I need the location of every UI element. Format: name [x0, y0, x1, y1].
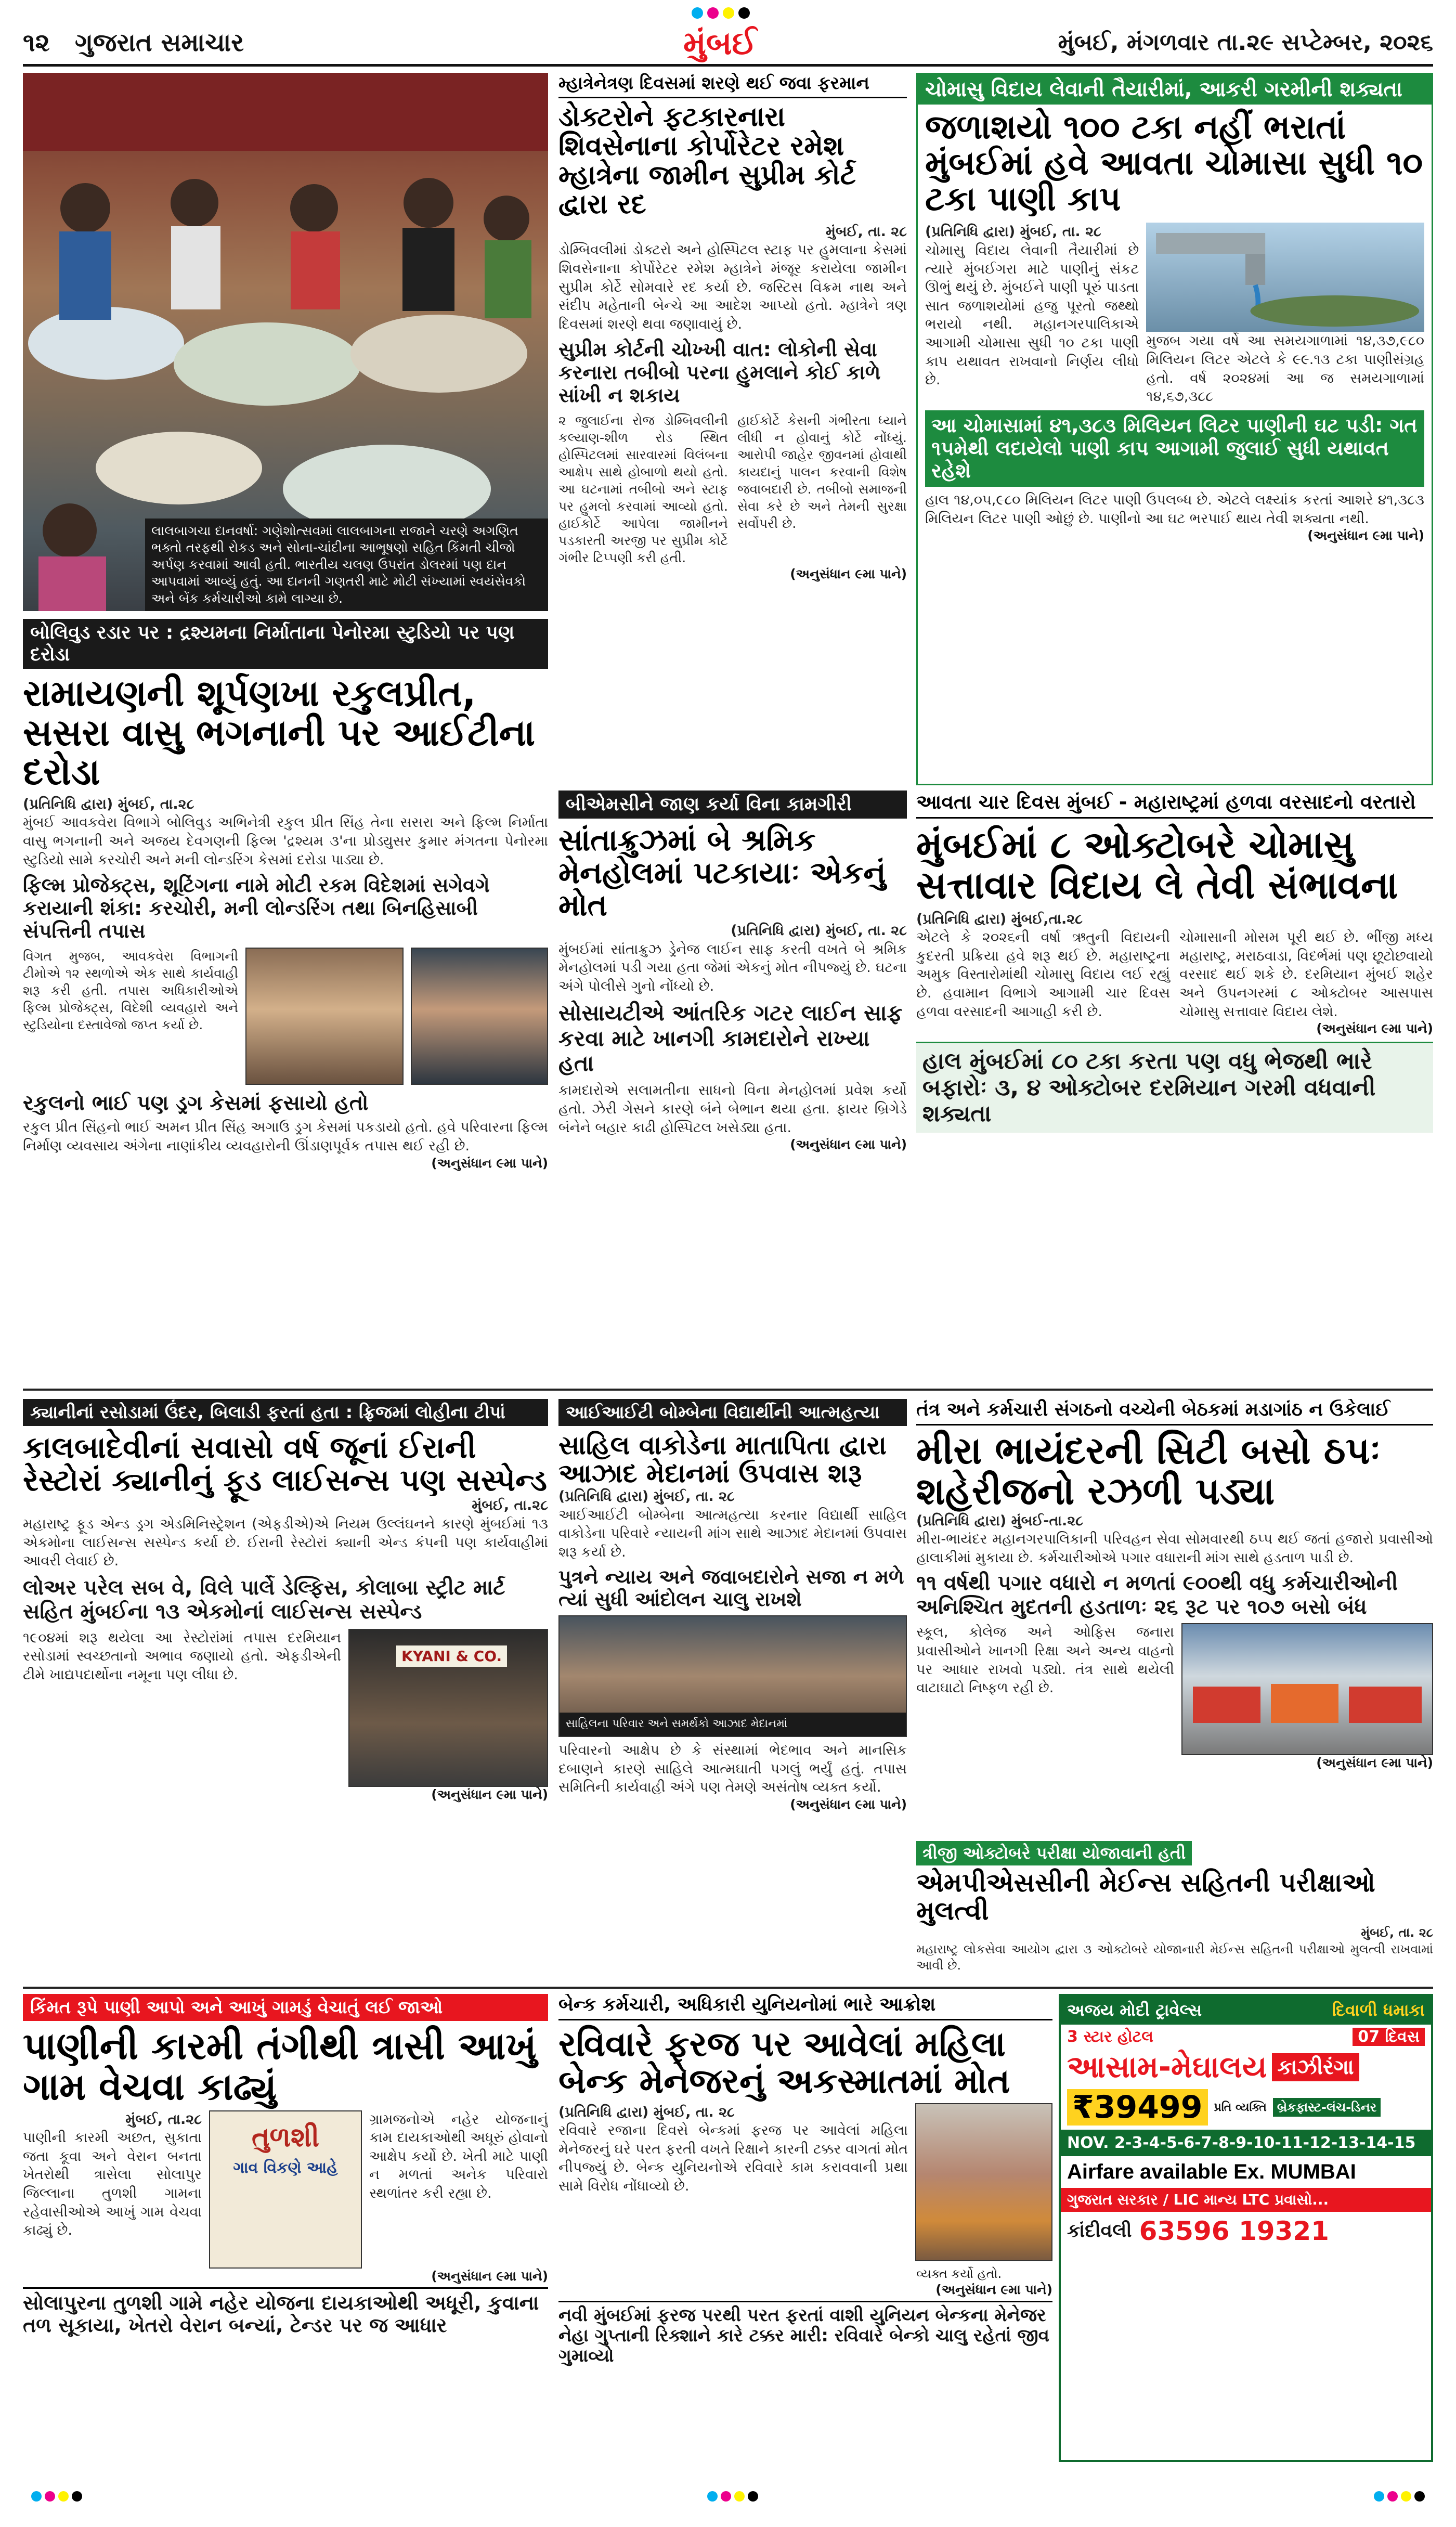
mpsc-dateline: મુંબઈ, તા. ૨૮	[1361, 1925, 1433, 1940]
it-raid-paragraph-1: મુંબઈ આવકવેરા વિભાગે બોલિવુડ અભિનેત્રી રકુલ પ્રીત સિંહ તેના સસરા અને ફિલ્મ નિર્માતા વાસુ ભગનાની અને અજય દેવગણની ફિલ્મ 'દ્રશ્યમ ૩'ના પ્રોડ્યુસર કુમાર મંગતના પેનોરમા સ્ટુડિયો સામે કરચોરી અને મની લોન્ડરિંગ કેસમાં દરોડા પાડ્યા છે.	[23, 814, 548, 868]
water-subhead: આ ચોમાસામાં ૪૧,૩૮૩ મિલિયન લિટર પાણીની ઘટ પડી: ગત ૧૫મેથી લદાયેલો પાણી કાપ આગામી જુલાઈ સુધી યથાવત રહેશે	[925, 410, 1424, 487]
bus-continued: (અનુસંધાન ૯મા પાને)	[1316, 1755, 1433, 1771]
kyani-kicker: ક્યાનીનાં રસોડામાં ઉંદર, બિલાડી ફરતાં હતા : ફ્રિજમાં લોહીના ટીપાં	[23, 1399, 548, 1426]
iit-paragraph-2: પરિવારનો આક્ષેપ છે કે સંસ્થામાં ભેદભાવ અને માનસિક દબાણને કારણે સાહિલે આત્મઘાતી પગલું ભર્યું હતું. તપાસ સમિતિની કાર્યવાહી અંગે પણ તેમણે અસંતોષ વ્યક્ત કર્યો.	[558, 1742, 907, 1796]
monsoon-continued: (અનુસંધાન ૯મા પાને)	[1316, 1021, 1433, 1036]
water-paragraph-2: મુજબ ગયા વર્ષે આ સમયગાળામાં ૧૪,૩૭,૯૮૦ મિલિયન લિટર એટલે કે ૯૯.૧૩ ટકા પાણીસંગ્રહ હતો. વર્ષ ૨૦૨૪માં આ જ સમયગાળામાં ૧૪,૬૭,૩૮૮	[1146, 333, 1424, 405]
mhatre-paragraph-2: ૨ જુલાઈના રોજ ડોમ્બિવલીની કલ્યાણ-શીળ રોડ સ્થિત હોસ્પિટલમાં સારવારમાં વિલંબના આક્ષેપ સાથે હોબાળો થયો હતો. આ ઘટનામાં તબીબો અને સ્ટાફ પર હુમલો કરવામાં આવ્યો હતો. હાઈકોર્ટે આપેલા જામીનને પડકારતી અરજી પર સુપ્રીમ કોર્ટે ગંભીર ટિપ્પણી કરી હતી.	[558, 413, 728, 566]
bus-depot-photo	[1181, 1623, 1433, 1755]
mhatre-dateline: મુંબઈ, તા. ૨૮	[825, 223, 907, 240]
bank-headline: રવિવારે ફરજ પર આવેલાં મહિલા બેન્ક મેનેજરનું અકસ્માતમાં મોત	[558, 2024, 1010, 2102]
village-continued: (અનુસંધાન ૯મા પાને)	[431, 2268, 548, 2284]
iit-dateline: (પ્રતિનિધિ દ્વારા) મુંબઈ, તા. ૨૮	[558, 1488, 735, 1505]
iit-subhead: પુત્રને ન્યાય અને જવાબદારોને સજા ન મળે ત્યાં સુધી આંદોલન ચાલુ રાખશે	[558, 1565, 904, 1611]
divider-mid	[23, 1389, 1433, 1391]
bank-continued: (અનુસંધાન ૯મા પાને)	[935, 2282, 1052, 2297]
water-tap-illustration	[1146, 223, 1424, 332]
bus-paragraph-2: સ્કૂલ, કોલેજ અને ઓફિસ જનારા પ્રવાસીઓને ખાનગી રિક્ષા અને અન્ય વાહનો પર આધાર રાખવો પડ્યો. તંત્ર સાથે થયેલી વાટાઘાટો નિષ્ફળ રહી છે.	[916, 1624, 1174, 1696]
iit-headline: સાહિલ વાકોડેના માતાપિતા દ્વારા આઝાદ મેદાનમાં ઉપવાસ શરૂ	[558, 1430, 887, 1488]
kyani-story	[23, 1399, 548, 1981]
page-number: ૧૨	[23, 28, 50, 57]
mhatre-kicker: મ્હાત્રેનેત્રણ દિવસમાં શરણે થઈ જવા ફરમાન	[558, 73, 907, 98]
manhole-kicker: બીએમસીને જાણ કર્યા વિના કામગીરી	[558, 791, 907, 819]
kyani-subhead: લોઅર પરેલ સબ વે, વિલે પાર્લે ડેલ્ફિસ, કોલાબા સ્ટ્રીટ માર્ટ સહિત મુંબઈના ૧૩ એકમોનાં લાઈસન્સ સસ્પેન્ડ	[23, 1575, 505, 1624]
kyani-paragraph-2: ૧૯૦૪માં શરૂ થયેલા આ રેસ્ટોરાંમાં તપાસ દરમિયાન રસોડામાં સ્વચ્છતાનો અભાવ જણાયો હતો. એફડીએની ટીમે ખાદ્યપદાર્થોના નમૂના પણ લીધા છે.	[23, 1629, 341, 1683]
village-sale-story	[23, 1994, 548, 2462]
manhole-paragraph-1: મુંબઈમાં સાંતાક્રુઝ ડ્રેનેજ લાઈન સાફ કરતી વખતે બે શ્રમિક મેનહોલમાં પડી ગયા હતા જેમાં એકનું મોત નીપજ્યું છે. ઘટના અંગે પોલીસે ગુનો નોંધ્યો છે.	[558, 941, 907, 994]
water-kicker: ચોમાસુ વિદાય લેવાની તૈયારીમાં, આકરી ગરમીની શક્યતા	[918, 74, 1432, 105]
it-raid-paragraph-3: રકુલ પ્રીત સિંહનો ભાઈ અમન પ્રીત સિંહ અગાઉ ડ્રગ કેસમાં પકડાયો હતો. હવે પરિવારના ફિલ્મ નિર્માણ વ્યવસાય અંગેના નાણાંકીય વ્યવહારોની ઊંડાણપૂર્વક તપાસ થઈ રહી છે.	[23, 1119, 548, 1154]
mhatre-headline: ડોક્ટરોને ફટકારનારા શિવસેનાના કોર્પોરેટર રમેશ મ્હાત્રેના જામીન સુપ્રીમ કોર્ટ દ્વારા રદ	[558, 101, 856, 221]
ad-dates: NOV. 2-3-4-5-6-7-8-9-10-11-12-13-14-15	[1061, 2130, 1431, 2156]
ad-place: કાઝીરંગા	[1272, 2053, 1359, 2081]
village-banner-title: તુળશી	[251, 2121, 319, 2153]
village-banner-sub: ગાવ વિકણે આહે	[233, 2158, 338, 2177]
bhagnani-photo	[411, 948, 548, 1085]
travel-advertisement[interactable]	[1059, 1994, 1433, 2462]
bus-dateline: (પ્રતિનિધિ દ્વારા) મુંબઈ-તા.૨૮	[916, 1512, 1083, 1529]
manhole-continued: (અનુસંધાન ૯મા પાને)	[790, 1137, 907, 1152]
ad-destination: આસામ-મેઘાલય	[1067, 2049, 1267, 2084]
tap-icon	[1146, 223, 1424, 332]
monsoon-paragraph-1: એટલે કે ૨૦૨૬ની વર્ષા ઋતુની વિદાયની કુદરતી પ્રક્રિયા હવે શરૂ થઈ છે. મહારાષ્ટ્રના અમુક વિસ્તારોમાંથી ચોમાસુ વિદાય લઈ રહ્યું છે. હવામાન વિભાગે આગામી ચાર દિવસ હળવા વરસાદની આગાહી કરી છે.	[916, 929, 1170, 1020]
lalbaug-donation-photo	[23, 73, 548, 611]
ad-agency: અજય મોદી ટ્રાવેલ્સ	[1067, 2000, 1202, 2020]
ad-price: ₹39499	[1067, 2089, 1208, 2126]
bank-paragraph-1: રવિવારે રજાના દિવસે બેન્કમાં ફરજ પર આવેલાં મહિલા મેનેજરનું ઘરે પરત ફરતી વખતે રિક્ષાને કારની ટક્કર વાગતાં મોત નીપજ્યું છે. બેન્ક યુનિયનોએ રવિવારે કામ કરાવવાની પ્રથા સામે વિરોધ નોંધાવ્યો છે.	[558, 2122, 908, 2195]
ad-top-bar	[1061, 1996, 1431, 2025]
it-raid-headline: રામાયણની શૂર્પણખા રકુલપ્રીત, સસરા વાસુ ભગનાની પર આઈટીના દરોડા	[23, 672, 536, 794]
kyani-sign: KYANI & CO.	[396, 1645, 507, 1667]
water-paragraph-1: ચોમાસુ વિદાય લેવાની તૈયારીમાં છે ત્યારે મુંબઈગરા માટે પાણીનું સંકટ ઊભું થયું છે. મુંબઈને પાણી પૂરું પાડતા સાત જળાશયોમાં હજુ પૂરતો જથ્થો ભરાયો નથી. મહાનગરપાલિકાએ આગામી ચોમાસા સુધી ૧૦ ટકા પાણી કાપ યથાવત રાખવાનો નિર્ણય લીધો છે.	[925, 242, 1139, 388]
bank-dateline: (પ્રતિનિધિ દ્વારા) મુંબઈ, તા. ૨૮	[558, 2104, 735, 2120]
page-dateline: મુંબઈ, મંગળવાર તા.૨૯ સપ્ટેમ્બર, ૨૦૨૬	[1058, 29, 1433, 56]
manhole-subhead: સોસાયટીએ આંતરિક ગટર લાઈન સાફ કરવા માટે ખાનગી કામદારોને રાખ્યા હતા	[558, 1000, 903, 1076]
mhatre-story	[558, 73, 907, 785]
bus-subhead: ૧૧ વર્ષથી પગાર વધારો ન મળતાં ૯૦૦થી વધુ કર્મચારીઓની અનિશ્ચિત મુદતની હડતાળઃ ૨૬ રૂટ પર ૧૦૭ બસો બંધ	[916, 1571, 1398, 1619]
mpsc-kicker: ત્રીજી ઓક્ટોબરે પરીક્ષા યોજાવાની હતી	[916, 1841, 1192, 1865]
monsoon-subhead: હાલ મુંબઈમાં ૮૦ ટકા કરતા પણ વધુ ભેજથી ભારે બફારોઃ ૩, ૪ ઓક્ટોબર દરમિયાન ગરમી વધવાની શક્યતા	[916, 1042, 1433, 1133]
paper-name: ગુજરાત સમાચાર	[75, 28, 244, 57]
iit-story	[558, 1399, 907, 1981]
iit-paragraph-1: આઈઆઈટી બોમ્બેના આત્મહત્યા કરનાર વિદ્યાર્થી સાહિલ વાકોડેના પરિવારે ન્યાયની માંગ સાથે આઝાદ મેદાનમાં ઉપવાસ શરૂ કર્યા છે.	[558, 1507, 907, 1560]
monsoon-kicker: આવતા ચાર દિવસ મુંબઈ - મહારાષ્ટ્રમાં હળવા વરસાદનો વરતારો	[916, 791, 1433, 819]
bus-strike-story	[916, 1399, 1433, 1836]
bus-headline: મીરા ભાયંદરની સિટી બસો ઠપઃ શહેરીજનો રઝળી પડ્યા	[916, 1429, 1381, 1513]
water-cut-story	[916, 73, 1433, 785]
village-footer: સોલાપુરના તુળશી ગામે નહેર યોજના દાયકાઓથી અધૂરી, કુવાના તળ સૂકાયા, ખેતરો વેરાન બન્યાં, ટેન્ડર પર જ આધાર	[23, 2287, 548, 2337]
iit-caption: સાહિલના પરિવાર અને સમર્થકો આઝાદ મેદાનમાં	[560, 1713, 906, 1736]
it-raid-paragraph-2: વિગત મુજબ, આવકવેરા વિભાગની ટીમોએ ૧૨ સ્થળોએ એક સાથે કાર્યવાહી શરૂ કરી હતી. તપાસ અધિકારીઓએ ફિલ્મ પ્રોજેક્ટ્સ, વિદેશી વ્યવહારો અને સ્ટુડિયોના દસ્તાવેજો જપ્ત કર્યા છે.	[23, 949, 238, 1033]
bus-paragraph-1: મીરા-ભાયંદર મહાનગરપાલિકાની પરિવહન સેવા સોમવારથી ઠપ્પ થઈ જતાં હજારો પ્રવાસીઓ હાલાકીમાં મુકાયા છે. કર્મચારીઓએ પગાર વધારાની માંગ સાથે હડતાળ પાડી છે.	[916, 1531, 1433, 1566]
village-dateline: મુંબઈ, તા.૨૮	[125, 2111, 202, 2128]
mhatre-continued: (અનુસંધાન ૯મા પાને)	[790, 566, 907, 582]
it-raid-continued: (અનુસંધાન ૯મા પાને)	[431, 1155, 548, 1171]
ad-gov: ગુજરાત સરકાર / LIC માન્ય LTC પ્રવાસો...	[1061, 2188, 1431, 2212]
water-headline: જળાશયો ૧૦૦ ટકા નહીં ભરાતાં મુંબઈમાં હવે આવતા ચોમાસા સુધી ૧૦ ટકા પાણી કાપ	[925, 108, 1423, 219]
bank-kicker: બેન્ક કર્મચારી, અધિકારી યુનિયનોમાં ભારે આક્રોશ	[558, 1994, 1052, 2020]
it-raid-subhead: ફિલ્મ પ્રોજેક્ટ્સ, શૂટિંગના નામે મોટી રકમ વિદેશમાં સગેવગે કરાયાની શંકા: કરચોરી, મની લોન્ડરિંગ તથા બિનહિસાબી સંપત્તિની તપાસ	[23, 874, 490, 942]
ad-stars: 3 સ્ટાર હોટલ	[1067, 2028, 1153, 2046]
ad-days: 07 દિવસ	[1353, 2028, 1425, 2046]
mpsc-headline: એમપીએસસીની મેઈન્સ સહિતની પરીક્ષાઓ મુલત્વી	[916, 1868, 1375, 1926]
kyani-dateline: મુંબઈ, તા.૨૮	[472, 1497, 548, 1514]
village-paragraph-1: પાણીની કારમી અછત, સુકાતા જતા કૂવા અને વેરાન બનતા ખેતરોથી ત્રાસેલા સોલાપુર જિલ્લાના તુળશી ગામના રહેવાસીઓએ આખું ગામ વેચવા કાઢ્યું છે.	[23, 2130, 202, 2239]
registration-marks-top	[692, 7, 816, 21]
kyani-headline: કાલબાદેવીનાં સવાસો વર્ષ જૂનાં ઈરાની રેસ્ટોરાં ક્યાનીનું ફૂડ લાઈસન્સ પણ સસ્પેન્ડ	[23, 1430, 547, 1498]
water-continued: (અનુસંધાન ૯મા પાને)	[1307, 528, 1424, 543]
monsoon-dateline: (પ્રતિનિધિ દ્વારા) મુંબઈ,તા.૨૮	[916, 911, 1083, 927]
kyani-paragraph-1: મહારાષ્ટ્ર ફૂડ એન્ડ ડ્રગ એડમિનિસ્ટ્રેશન (એફડીએ)એ નિયમ ઉલ્લંઘનને કારણે મુંબઈમાં ૧૩ એકમોના લાઈસન્સ સસ્પેન્ડ કર્યા છે. ઈરાની રેસ્ટોરાં ક્યાની એન્ડ કંપની પણ કાર્યવાહીમાં આવરી લેવાઈ છે.	[23, 1515, 548, 1570]
village-headline: પાણીની કારમી તંગીથી ત્રાસી આખું ગામ વેચવા કાઢ્યું	[23, 2024, 537, 2108]
bank-manager-story	[558, 1994, 1052, 2462]
ad-city: કાંદીવલી	[1067, 2220, 1132, 2241]
monsoon-paragraph-2: ચોમાસાની મોસમ પૂરી થઈ છે. ભીંજી મધ્ય મહારાષ્ટ્ર, મરાઠવાડા, વિદર્ભમાં પણ છૂટોછવાયો વરસાદ થઈ શકે છે. દરમિયાન મુંબઈ શહેર અને ઉપનગરમાં ૮ ઓક્ટોબર આસપાસ ચોમાસુ સત્તાવાર વિદાય લેશે.	[1179, 929, 1433, 1020]
it-raid-subhead-2: રકુલનો ભાઈ પણ ડ્રગ કેસમાં ફસાયો હતો	[23, 1091, 369, 1116]
lalbaug-caption: લાલબાગચા દાનવર્ષા: ગણેશોત્સવમાં લાલબાગના રાજાને ચરણે અગણિત ભક્તો તરફથી રોકડ અને સોના-ચાંદીના આભૂષણો સહિત કિંમતી ચીજો અર્પણ કરવામાં આવી હતી. ભારતીય ચલણ ઉપરાંત ડોલરમાં પણ દાન આપવામાં આવ્યું હતું. આ દાનની ગણતરી માટે મોટી સંખ્યામાં સ્વયંસેવકો અને બેંક કર્મચારીઓ કામે લાગ્યા છે.	[145, 519, 548, 612]
bank-manager-photo	[915, 2103, 1052, 2281]
water-paragraph-3: હાલ ૧૪,૦૫,૯૮૦ મિલિયન લિટર પાણી ઉપલબ્ધ છે. એટલે લક્ષ્યાંક કરતાં આશરે ૪૧,૩૮૩ મિલિયન લિટર પાણી ઓછું છે. પાણીનો આ ઘટ ભરપાઈ થાય તેવી શક્યતા નથી.	[925, 491, 1424, 527]
mhatre-paragraph-3: હાઈકોર્ટે કેસની ગંભીરતા ધ્યાને લીધી ન હોવાનું કોર્ટે નોંધ્યું. આરોપી જાહેર જીવનમાં હોવાથી કાયદાનું પાલન કરવાની વિશેષ જવાબદારી છે. તબીબો સમાજની સેવા કરે છે અને તેમની સુરક્ષા સર્વોપરી છે.	[737, 413, 907, 532]
it-raid-story	[23, 619, 548, 1383]
manhole-story	[558, 791, 907, 1383]
mhatre-subhead: સુપ્રીમ કોર્ટની ચોખ્ખી વાત: લોકોની સેવા કરનારા તબીબો પરના હુમલાને કોઈ કાળે સાંખી ન શકાય	[558, 338, 881, 407]
monsoon-story	[916, 791, 1433, 1383]
bank-photo-caption: વ્યક્ત કર્યો હતો.	[916, 2266, 1002, 2281]
village-banner-photo	[209, 2110, 362, 2269]
ad-price-note: પ્રતિ વ્યક્તિ	[1214, 2101, 1267, 2114]
section-title: મુંબઈ	[683, 24, 757, 62]
it-raid-kicker: બોલિવુડ રડાર પર : દ્રશ્યમના નિર્માતાના પેનોરમા સ્ટુડિયો પર પણ દરોડા	[23, 619, 548, 669]
manhole-headline: સાંતાક્રુઝમાં બે શ્રમિક મેનહોલમાં પટકાયાઃ એકનું મોત	[558, 822, 886, 923]
ad-phone[interactable]: 63596 19321	[1139, 2216, 1329, 2246]
bus-illustration	[1182, 1624, 1432, 1754]
mhatre-paragraph-1: ડોમ્બિવલીમાં ડોક્ટરો અને હોસ્પિટલ સ્ટાફ પર હુમલાના કેસમાં શિવસેનાના કોર્પોરેટર રમેશ મ્હાત્રેને મંજૂર કરાયેલા જામીન સુપ્રીમ કોર્ટે સોમવારે રદ કર્યા છે. જસ્ટિસ વિક્રમ નાથ અને સંદીપ મહેતાની બેન્ચે આ આદેશ આપ્યો હતો. મ્હાત્રેને ત્રણ દિવસમાં શરણે થવા જણાવાયું છે.	[558, 242, 907, 332]
mpsc-story	[916, 1841, 1433, 1981]
manhole-dateline: (પ્રતિનિધિ દ્વારા) મુંબઈ, તા. ૨૮	[731, 922, 907, 939]
iit-kicker: આઈઆઈટી બોમ્બેના વિદ્યાર્થીની આત્મહત્યા	[558, 1399, 907, 1426]
masthead	[23, 24, 1433, 67]
ad-airfare: Airfare available Ex. MUMBAI	[1067, 2160, 1356, 2183]
ad-offer: દિવાળી ધમાકા	[1332, 2000, 1425, 2020]
registration-marks-bottom	[31, 2491, 1425, 2507]
kyani-continued: (અનુસંધાન ૯મા પાને)	[431, 1786, 548, 1802]
water-dateline: (પ્રતિનિધિ દ્વારા) મુંબઈ, તા. ૨૮	[925, 224, 1101, 240]
village-kicker: કિંમત રૂપે પાણી આપો અને આખું ગામડું વેચાતું લઈ જાઓ	[23, 1994, 548, 2021]
it-raid-dateline: (પ્રતિનિધિ દ્વારા) મુંબઈ, તા.૨૮	[23, 796, 194, 812]
bus-kicker: તંત્ર અને કર્મચારી સંગઠનો વચ્ચેની બેઠકમાં મડાગાંઠ ન ઉકેલાઈ	[916, 1399, 1433, 1426]
kyani-photo	[348, 1629, 548, 1787]
ad-meals: બ્રેકફાસ્ટ-લંચ-ડિનર	[1273, 2098, 1381, 2117]
iit-protest-photo	[558, 1615, 907, 1737]
mpsc-paragraph-1: મહારાષ્ટ્ર લોકસેવા આયોગ દ્વારા ૩ ઓક્ટોબરે યોજાનારી મેઈન્સ સહિતની પરીક્ષાઓ મુલત્વી રાખવામાં આવી છે.	[916, 1941, 1433, 1973]
manhole-paragraph-2: કામદારોએ સલામતીના સાધનો વિના મેનહોલમાં પ્રવેશ કર્યો હતો. ઝેરી ગેસને કારણે બંને બેભાન થયા હતા. ફાયર બ્રિગેડે બંનેને બહાર કાઢી હોસ્પિટલ ખસેડ્યા હતા.	[558, 1082, 907, 1136]
iit-continued: (અનુસંધાન ૯મા પાને)	[790, 1796, 907, 1812]
village-paragraph-2: ગ્રામજનોએ નહેર યોજનાનું કામ દાયકાઓથી અધૂરું હોવાનો આક્ષેપ કર્યો છે. ખેતી માટે પાણી ન મળતાં અનેક પરિવારો સ્થળાંતર કરી રહ્યા છે.	[369, 2111, 548, 2201]
rakul-photo	[245, 948, 404, 1085]
monsoon-headline: મુંબઈમાં ૮ ઓક્ટોબરે ચોમાસુ સત્તાવાર વિદાય લે તેવી સંભાવના	[916, 823, 1398, 907]
divider-lower	[23, 1987, 1433, 1989]
bank-footer: નવી મુંબઈમાં ફરજ પરથી પરત ફરતાં વાશી યુનિયન બેન્કના મેનેજર નેહા ગુપ્તાની રિક્શાને કારે ટક્કર મારી: રવિવારે બેન્કો ચાલુ રહેતાં જીવ ગુમાવ્યો	[558, 2301, 1052, 2366]
